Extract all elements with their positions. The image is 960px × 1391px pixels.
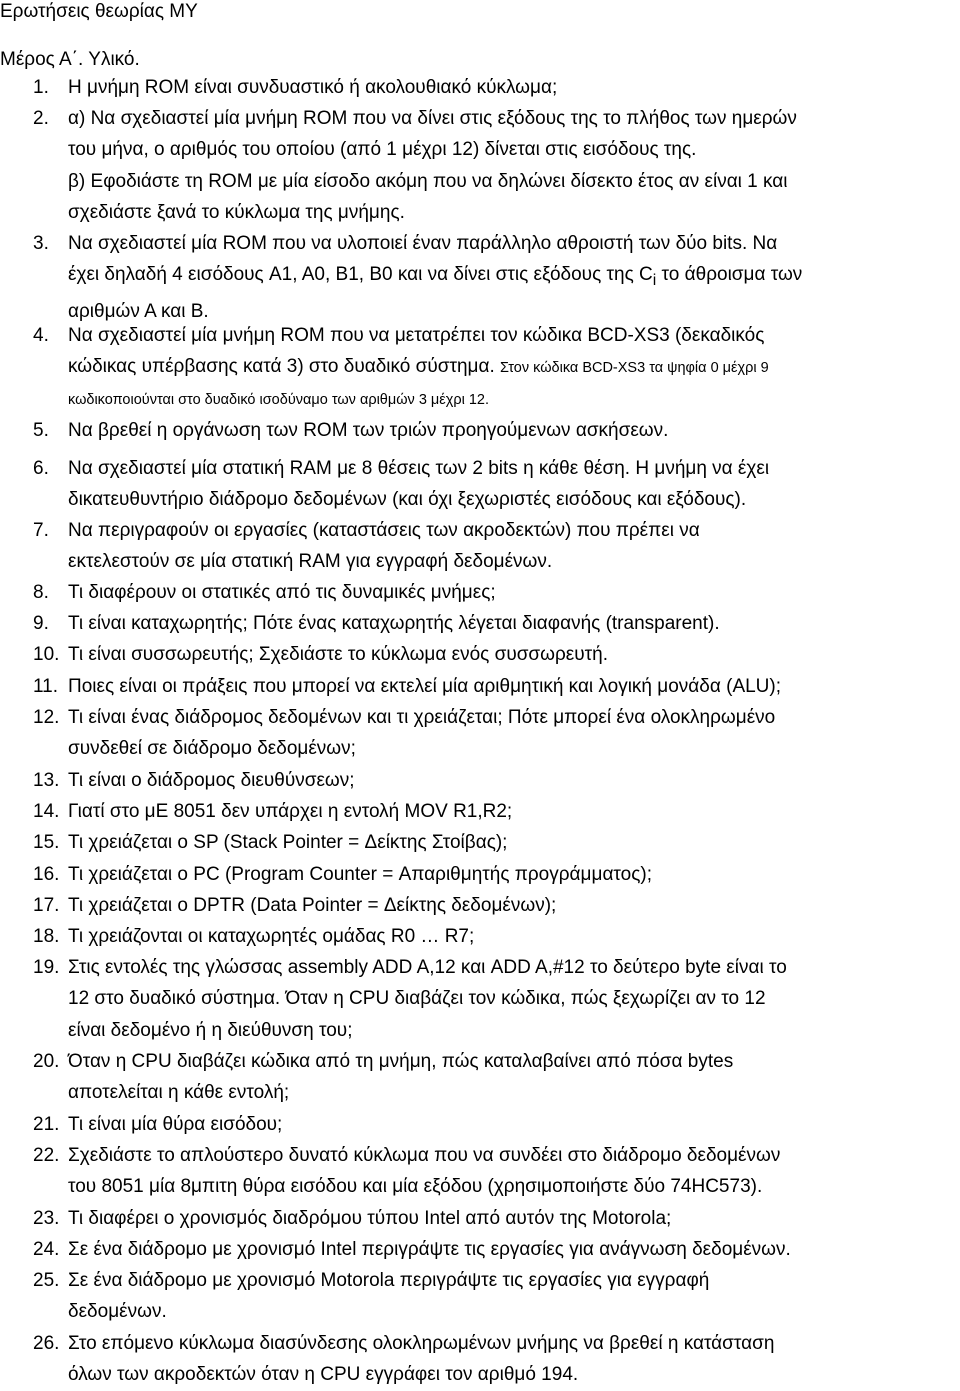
question-number: 7. [33,520,49,541]
question-line: Τι είναι συσσωρευτής; Σχεδιάστε το κύκλωμα ενός συσσωρευτή. [68,644,609,665]
question-item [33,921,960,952]
question-item [33,577,960,608]
question-item [33,765,960,796]
question-number: 25. [33,1270,60,1291]
question-item [33,827,960,858]
question-number: 2. [33,108,49,129]
question-item [33,1234,960,1265]
question-line: Ποιες είναι οι πράξεις που μπορεί να εκτελεί μία αριθμητική και λογική μονάδα (ALU); [68,676,782,697]
question-line: εκτελεστούν σε μία στατική RAM για εγγραφή δεδομένων. [68,551,553,573]
question-line: όλων των ακροδεκτών όταν η CPU εγγράφει τον αριθμό 194. [68,1364,579,1386]
question-item [33,859,960,890]
question-line: Τι είναι μία θύρα εισόδου; [68,1114,283,1135]
question-line: Σε ένα διάδρομο με χρονισμό Motorola περιγράψτε τις εργασίες για εγγραφή [68,1270,710,1291]
question-line: Τι χρειάζεται ο PC (Program Counter = Απαριθμητής προγράμματος); [68,864,652,885]
question-line: κωδικοποιούνται στο δυαδικό ισοδύναμο των αριθμών 3 μέχρι 12. [68,391,489,408]
question-item [33,608,960,639]
question-line: Σε ένα διάδρομο με χρονισμό Intel περιγράψτε τις εργασίες για ανάγνωση δεδομένων. [68,1239,791,1260]
question-text [68,608,960,639]
question-text [68,1234,960,1265]
question-text [68,320,960,416]
question-line: Στις εντολές της γλώσσας assembly ADD A,12 και ADD A,#12 το δεύτερο byte είναι το [68,957,787,978]
question-number: 18. [33,926,60,947]
question-item [33,1109,960,1140]
question-item [33,415,960,446]
question-number: 19. [33,957,60,978]
part-heading: Μέρος Α΄. Υλικό. [0,49,140,70]
question-line: αριθμών Α και Β. [68,301,209,323]
question-item [33,72,960,103]
question-text [68,827,960,858]
question-text [68,103,960,228]
question-item [33,952,960,1046]
question-text [68,921,960,952]
question-item [33,1203,960,1234]
document-title: Ερωτήσεις θεωρίας ΜΥ [0,1,198,22]
question-item [33,1046,960,1109]
question-item [33,228,960,328]
question-number: 22. [33,1145,60,1166]
question-line: είναι δεδομένο ή η διεύθυνση του; [68,1019,353,1041]
question-number: 20. [33,1051,60,1072]
question-text [68,671,960,702]
question-item [33,890,960,921]
question-text [68,72,960,103]
question-number: 17. [33,895,60,916]
question-item [33,453,960,516]
question-text [68,1265,960,1328]
question-text [68,890,960,921]
question-item [33,796,960,827]
question-text [68,515,960,578]
question-text [68,1328,960,1391]
question-text [68,1109,960,1140]
question-line: Τι διαφέρουν οι στατικές από τις δυναμικές μνήμες; [68,582,496,603]
subscript: i [652,272,657,290]
question-number: 21. [33,1114,60,1135]
question-text [68,228,960,328]
question-line: δικατευθυντήριο διάδρομο δεδομένων (και όχι ξεχωριστές εισόδους και εξόδους). [68,489,747,511]
question-number: 14. [33,801,60,822]
question-text [68,639,960,670]
question-text [68,859,960,890]
question-item [33,671,960,702]
question-line: Τι διαφέρει ο χρονισμός διαδρόμου τύπου Intel από αυτόν της Motorola; [68,1208,672,1229]
question-line: β) Εφοδιάστε τη ROM με μία είσοδο ακόμη που να δηλώνει δίσεκτο έτος αν είναι 1 και [68,170,788,192]
question-item [33,1328,960,1391]
question-line: Να σχεδιαστεί μία ROM που να υλοποιεί έναν παράλληλο αθροιστή των δύο bits. Να [68,233,778,254]
question-line: Στο επόμενο κύκλωμα διασύνδεσης ολοκληρωμένων μνήμης να βρεθεί η κατάσταση [68,1333,775,1354]
question-line: Όταν η CPU διαβάζει κώδικα από τη μνήμη, πώς καταλαβαίνει από πόσα bytes [68,1051,734,1072]
question-line: κώδικας υπέρβασης κατά 3) στο δυαδικό σύστημα. Στον κώδικα BCD-XS3 τα ψηφία 0 μέχρι 9 [68,356,769,378]
question-number: 10. [33,644,60,665]
question-line: δεδομένων. [68,1301,167,1323]
question-line: Σχεδιάστε το απλούστερο δυνατό κύκλωμα που να συνδέει στο διάδρομο δεδομένων [68,1145,781,1166]
question-number: 16. [33,864,60,885]
question-number: 3. [33,233,49,254]
question-number: 1. [33,77,49,98]
question-text [68,577,960,608]
question-number: 15. [33,832,60,853]
question-number: 12. [33,707,60,728]
question-number: 5. [33,420,49,441]
question-text [68,453,960,516]
question-line: Να σχεδιαστεί μία μνήμη ROM που να μετατρέπει τον κώδικα BCD-XS3 (δεκαδικός [68,325,765,346]
question-line: Τι χρειάζεται ο SP (Stack Pointer = Δείκτης Στοίβας); [68,832,508,853]
question-item [33,702,960,765]
small-note: Στον κώδικα BCD-XS3 τα ψηφία 0 μέχρι 9 [500,360,769,377]
question-line: α) Να σχεδιαστεί μία μνήμη ROM που να δίνει στις εξόδους της το πλήθος των ημερών [68,108,797,129]
question-line: Η μνήμη ROM είναι συνδυαστικό ή ακολουθιακό κύκλωμα; [68,77,558,98]
question-number: 23. [33,1208,60,1229]
question-line: σχεδιάστε ξανά το κύκλωμα της μνήμης. [68,201,405,223]
question-text [68,952,960,1046]
question-item [33,320,960,416]
question-line: έχει δηλαδή 4 εισόδους A1, A0, B1, B0 και να δίνει στις εξόδους της $C_i$ το άθροισμα των [68,264,803,290]
question-number: 9. [33,613,49,634]
question-item [33,639,960,670]
question-number: 4. [33,325,49,346]
question-text [68,415,960,446]
question-text [68,796,960,827]
question-line: Τι είναι καταχωρητής; Πότε ένας καταχωρητής λέγεται διαφανής (transparent). [68,613,720,634]
question-line: Να σχεδιαστεί μία στατική RAM με 8 θέσεις των 2 bits η κάθε θέση. Η μνήμη να έχει [68,458,770,479]
question-item [33,515,960,578]
question-item [33,1140,960,1203]
question-line: Τι χρειάζεται ο DPTR (Data Pointer = Δείκτης δεδομένων); [68,895,557,916]
question-text [68,1046,960,1109]
question-line: του 8051 μία 8μπιτη θύρα εισόδου και μία εξόδου (χρησιμοποιήστε δύο 74HC573). [68,1176,763,1198]
question-line: αποτελείται η κάθε εντολή; [68,1082,290,1104]
question-item [33,1265,960,1328]
question-number: 6. [33,458,49,479]
question-text [68,765,960,796]
question-item [33,103,960,228]
question-line: Να βρεθεί η οργάνωση των ROM των τριών προηγούμενων ασκήσεων. [68,420,669,441]
question-number: 11. [33,676,59,697]
question-text [68,1140,960,1203]
question-number: 24. [33,1239,60,1260]
question-line: 12 στο δυαδικό σύστημα. Όταν η CPU διαβάζει τον κώδικα, πώς ξεχωρίζει αν το 12 [68,988,766,1010]
question-line: Να περιγραφούν οι εργασίες (καταστάσεις των ακροδεκτών) που πρέπει να [68,520,700,541]
question-number: 13. [33,770,60,791]
question-text [68,1203,960,1234]
question-line: Τι είναι ένας διάδρομος δεδομένων και τι χρειάζεται; Πότε μπορεί ένα ολοκληρωμένο [68,707,776,728]
question-text [68,702,960,765]
question-line: Γιατί στο μΕ 8051 δεν υπάρχει η εντολή MOV R1,R2; [68,801,513,822]
question-number: 26. [33,1333,60,1354]
question-line: Τι χρειάζονται οι καταχωρητές ομάδας R0 … R7; [68,926,475,947]
question-line: Τι είναι ο διάδρομος διευθύνσεων; [68,770,355,791]
question-number: 8. [33,582,49,603]
question-line: του μήνα, ο αριθμός του οποίου (από 1 μέχρι 12) δίνεται στις εισόδους της. [68,139,697,161]
question-line: συνδεθεί σε διάδρομο δεδομένων; [68,738,356,760]
